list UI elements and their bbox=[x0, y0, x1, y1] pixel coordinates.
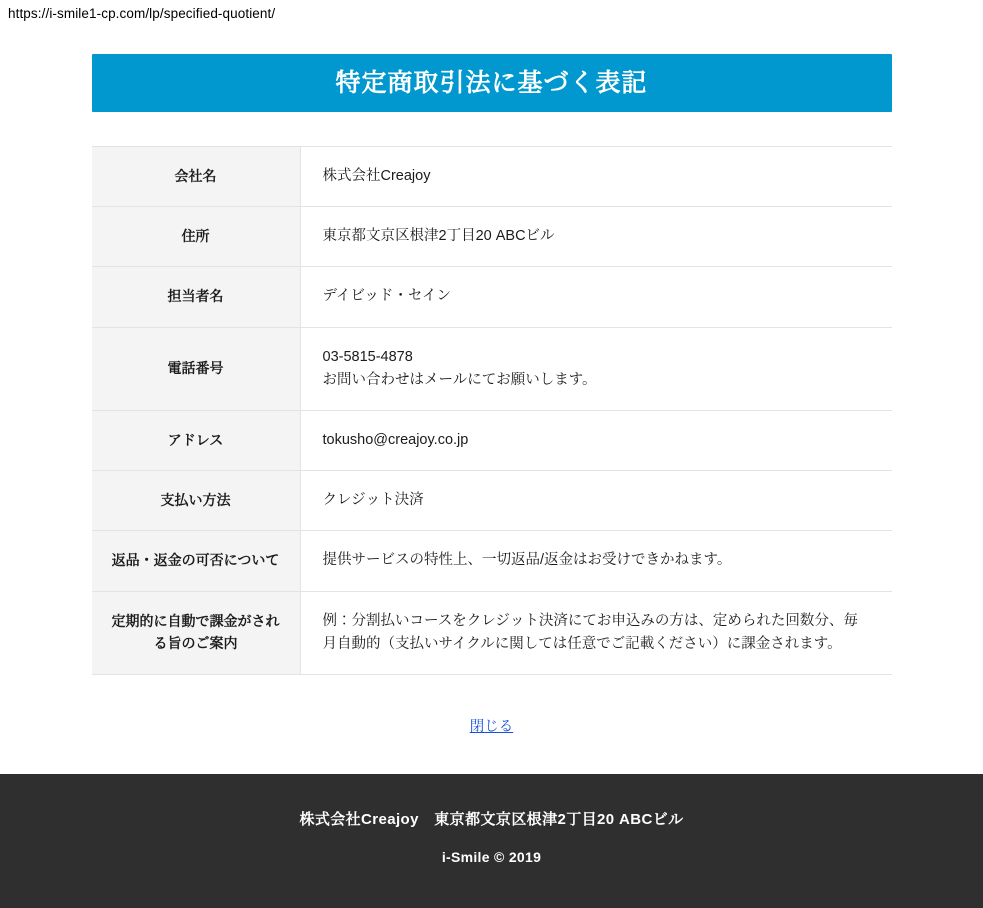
close-link-container bbox=[92, 715, 892, 736]
phone-number: 03-5815-4878 bbox=[322, 348, 413, 365]
table-row bbox=[92, 327, 892, 410]
table-row bbox=[92, 207, 892, 267]
row-value-contact-person: デイビッド・セイン bbox=[322, 288, 451, 305]
row-label-email: アドレス bbox=[92, 410, 301, 470]
table-row bbox=[92, 471, 892, 531]
page-content bbox=[92, 25, 892, 736]
table-row bbox=[92, 267, 892, 327]
specified-commercial-transactions-table bbox=[92, 146, 892, 675]
row-label-address: 住所 bbox=[92, 207, 301, 267]
table-row bbox=[92, 591, 892, 674]
browser-url-text: https://i-smile1-cp.com/lp/specified-quotient/ bbox=[8, 6, 276, 21]
site-footer bbox=[0, 774, 983, 908]
row-label-returns-policy: 返品・返金の可否について bbox=[92, 531, 301, 591]
row-value-email: tokusho@creajoy.co.jp bbox=[322, 431, 469, 448]
close-link[interactable]: 閉じる bbox=[469, 718, 514, 735]
row-value-phone bbox=[300, 327, 892, 410]
row-label-company: 会社名 bbox=[92, 147, 301, 207]
row-label-contact-person: 担当者名 bbox=[92, 267, 301, 327]
row-value-company: 株式会社Creajoy bbox=[322, 168, 431, 184]
page-title: 特定商取引法に基づく表記 bbox=[92, 54, 892, 112]
row-label-payment-method: 支払い方法 bbox=[92, 471, 301, 531]
row-value-payment-method: クレジット決済 bbox=[322, 492, 424, 509]
row-value-returns-policy: 提供サービスの特性上、一切返品/返金はお受けできかねます。 bbox=[322, 552, 732, 569]
phone-note: お問い合わせはメールにてお願いします。 bbox=[322, 371, 597, 388]
row-label-phone: 電話番号 bbox=[92, 327, 301, 410]
footer-copyright: i-Smile © 2019 bbox=[441, 849, 542, 865]
table-row bbox=[92, 531, 892, 591]
footer-company-info: 株式会社Creajoy 東京都文京区根津2丁目20 ABCビル bbox=[299, 811, 684, 828]
row-value-address: 東京都文京区根津2丁目20 ABCビル bbox=[322, 228, 555, 245]
table-row bbox=[92, 147, 892, 207]
row-label-recurring-billing: 定期的に自動で課金がされる旨のご案内 bbox=[92, 591, 301, 674]
row-value-recurring-billing: 例：分割払いコースをクレジット決済にてお申込みの方は、定められた回数分、毎月自動的（支払いサイクルに関しては任意でご記載ください）に課金されます。 bbox=[322, 612, 858, 652]
table-row bbox=[92, 410, 892, 470]
